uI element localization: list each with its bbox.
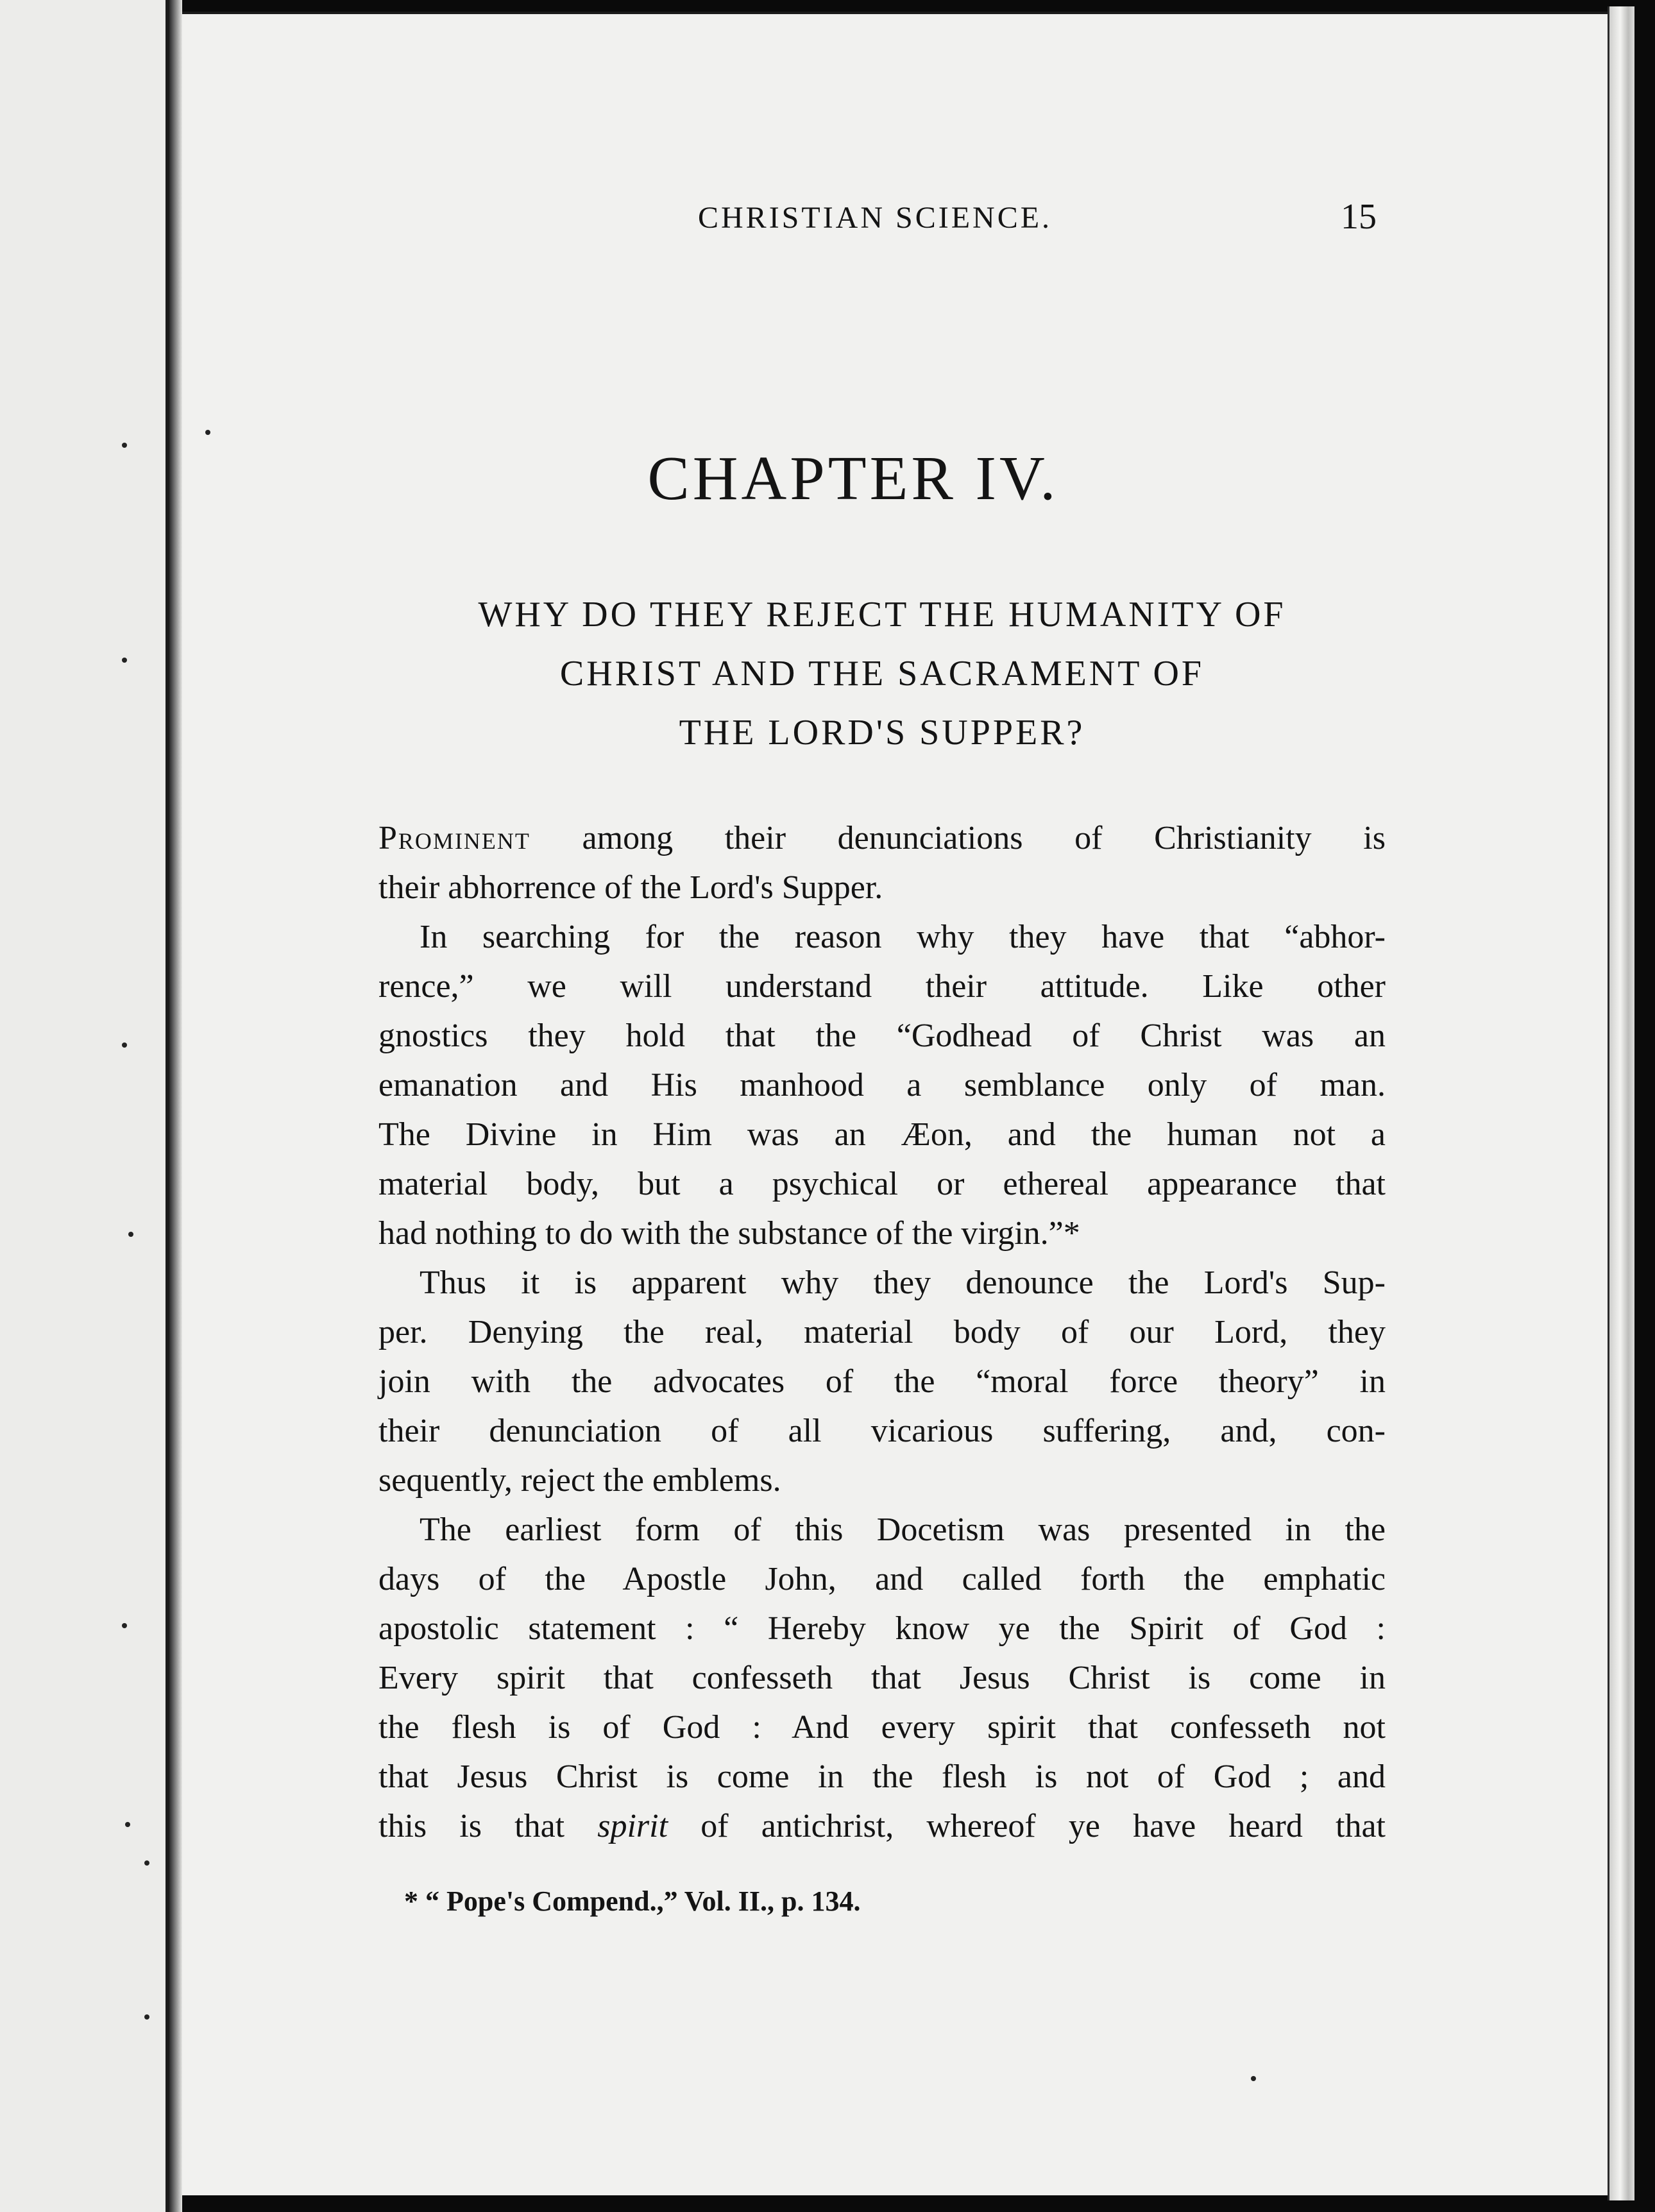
text-fragment: of antichrist, whereof ye have heard that [668, 1808, 1386, 1844]
text-line: their denunciation of all vicarious suffering, and, con- [378, 1413, 1386, 1449]
text-line: join with the advocates of the “moral force theory” in [378, 1363, 1386, 1400]
heading-line: CHRIST AND THE SACRAMENT OF [559, 654, 1205, 693]
text-line: rence,” we will understand their attitude. Like other [378, 968, 1386, 1005]
text-line: had nothing to do with the substance of the virgin.”* [378, 1215, 1080, 1252]
speck-mark [205, 430, 210, 435]
heading-line: WHY DO THEY REJECT THE HUMANITY OF [478, 595, 1286, 634]
text-line [378, 1801, 1386, 1851]
text-line: days of the Apostle John, and called forth the emphatic [378, 1561, 1386, 1597]
text-line: apostolic statement : “ Hereby know ye the Spirit of God : [378, 1610, 1386, 1647]
text-line: material body, but a psychical or ethereal appearance that [378, 1166, 1386, 1202]
text-line-rest: among their denunciations of Christianity is [530, 820, 1386, 856]
body-text [378, 813, 1386, 1851]
text-line: gnostics they hold that the “Godhead of Christ was an [378, 1017, 1386, 1054]
chapter-heading [378, 585, 1386, 762]
facing-page-edge [0, 0, 169, 2212]
scan-border [1634, 0, 1655, 2212]
text-line: the flesh is of God : And every spirit that confesseth not [378, 1709, 1386, 1746]
text-fragment: this is that [378, 1808, 598, 1844]
text-line-content: Thus it is apparent why they denounce the Lord's Sup- [420, 1264, 1386, 1301]
footnote: * “ Pope's Compend.,” Vol. II., p. 134. [404, 1885, 861, 1917]
text-line: per. Denying the real, material body of our Lord, they [378, 1314, 1386, 1350]
speck-mark [128, 1232, 133, 1237]
text-line [378, 912, 1386, 962]
text-line [378, 1505, 1386, 1554]
italic-word: spirit [597, 1808, 668, 1844]
text-line [378, 813, 1386, 863]
speck-mark [125, 1822, 130, 1827]
text-line: The Divine in Him was an Æon, and the human not a [378, 1116, 1386, 1153]
speck-mark [144, 2014, 149, 2020]
speck-mark [1251, 2076, 1256, 2081]
chapter-title: CHAPTER IV. [647, 444, 1059, 513]
heading-line: THE LORD'S SUPPER? [679, 713, 1085, 753]
book-gutter [169, 0, 182, 2212]
text-line-content: The earliest form of this Docetism was presented in the [420, 1511, 1386, 1548]
text-line: sequently, reject the emblems. [378, 1462, 781, 1499]
text-line-content: In searching for the reason why they have that “abhor- [420, 919, 1386, 955]
text-line [378, 1258, 1386, 1307]
text-line: emanation and His manhood a semblance only of man. [378, 1067, 1386, 1103]
page-fore-edge [1608, 6, 1636, 2200]
speck-mark [144, 1860, 149, 1866]
speck-mark [122, 1042, 127, 1048]
speck-mark [122, 658, 127, 663]
page-number: 15 [1341, 197, 1377, 237]
text-line: their abhorrence of the Lord's Supper. [378, 869, 883, 906]
text-line: Every spirit that confesseth that Jesus Christ is come in [378, 1660, 1386, 1696]
speck-mark [122, 1623, 127, 1628]
lead-word: Prominent [378, 820, 530, 856]
text-line: that Jesus Christ is come in the flesh is not of God ; and [378, 1758, 1386, 1795]
running-head: CHRISTIAN SCIENCE. [698, 201, 1053, 235]
